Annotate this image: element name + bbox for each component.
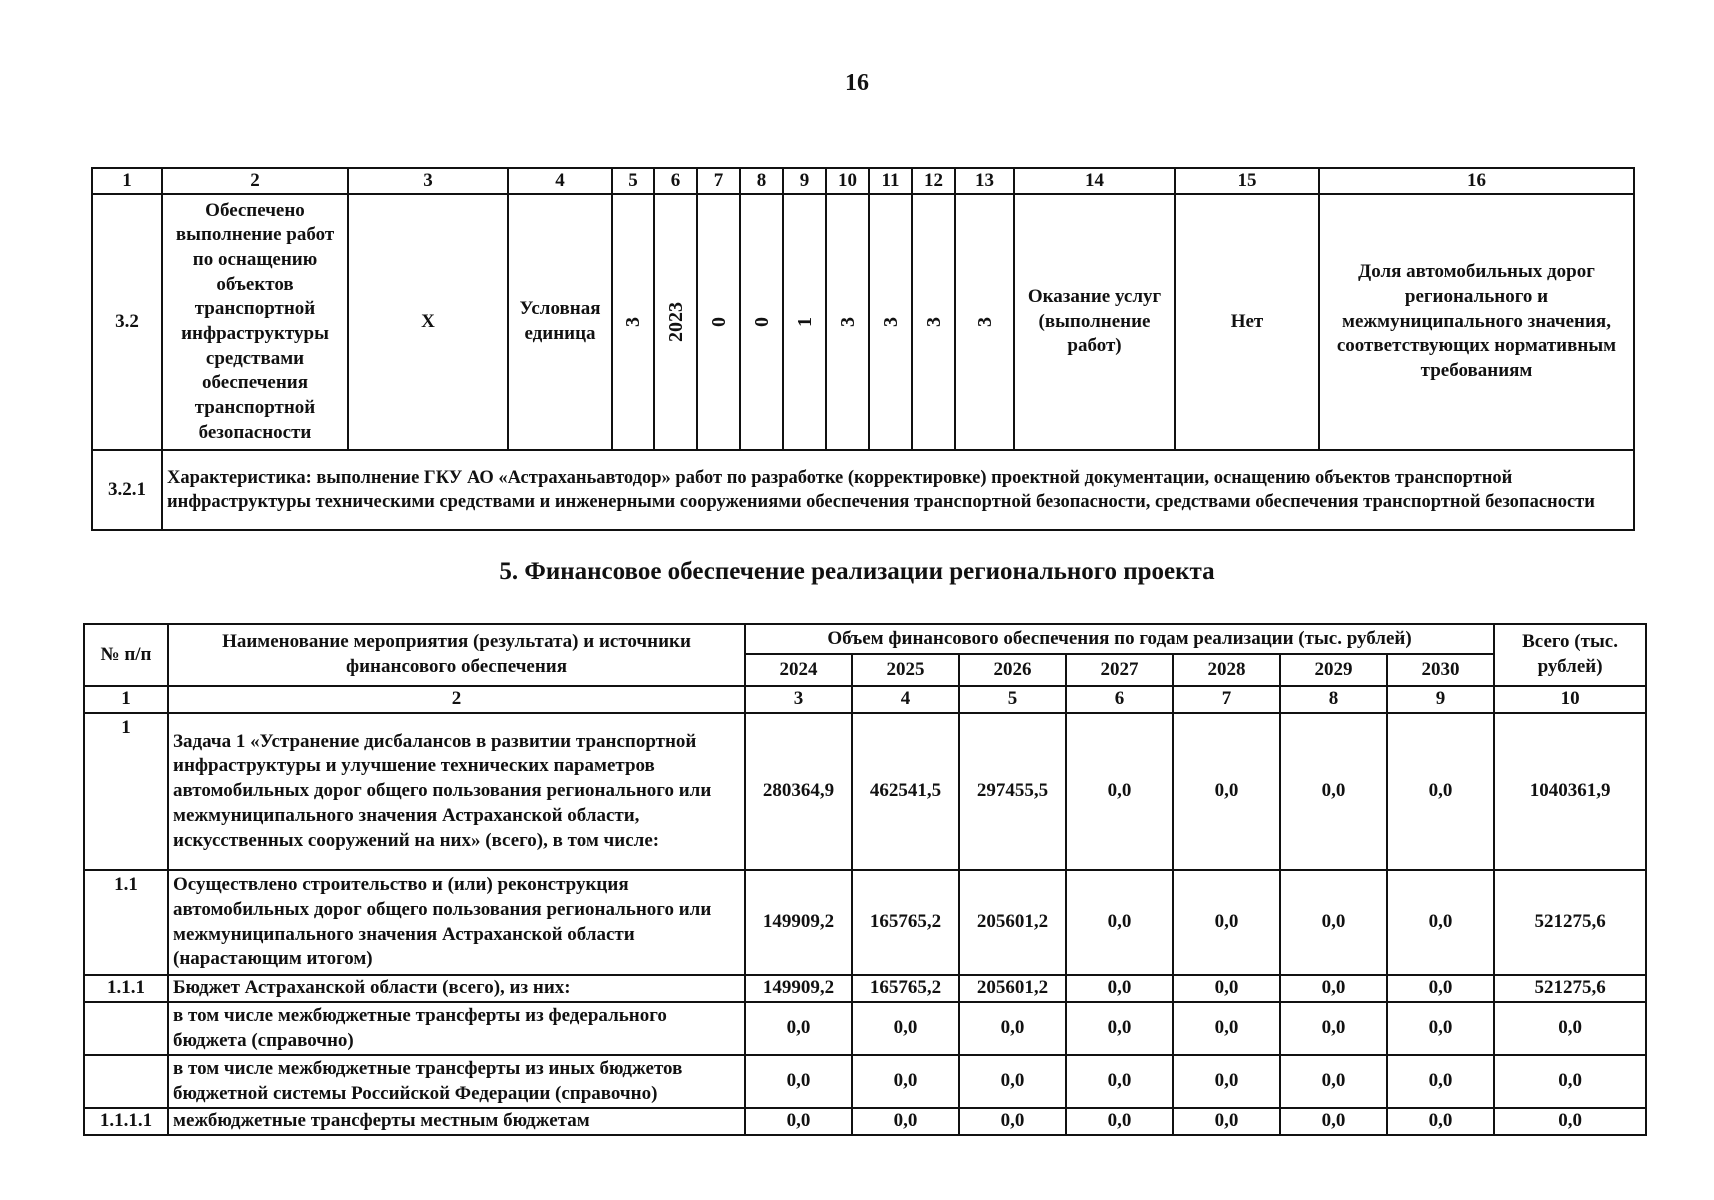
col-number: 7 [1173, 686, 1280, 713]
header-row [84, 624, 1646, 654]
row-name: Осуществлено строительство и (или) реконструкция автомобильных дорог общего пользования регионального или межмуниципального значения Астраханской области (нарастающим итогом) [168, 870, 745, 975]
col-number: 4 [508, 168, 612, 194]
row-number [84, 1055, 168, 1108]
row-number: 1.1 [84, 870, 168, 975]
value-cell: 205601,2 [959, 975, 1066, 1002]
value-cell: 0,0 [1066, 713, 1173, 870]
financing-table [83, 623, 1647, 1136]
row-name: Бюджет Астраханской области (всего), из них: [168, 975, 745, 1002]
table-cell: Оказание услуг (выполнение работ) [1014, 194, 1175, 450]
total-cell: 521275,6 [1494, 870, 1646, 975]
col-number: 5 [959, 686, 1066, 713]
col-number: 3 [348, 168, 508, 194]
col-number: 7 [697, 168, 740, 194]
value-cell: 0,0 [1280, 870, 1387, 975]
row-number [84, 1002, 168, 1055]
value-cell: 149909,2 [745, 975, 852, 1002]
table-cell: Доля автомобильных дорог регионального и межмуниципального значения, соответствующих нормативным требованиям [1319, 194, 1634, 450]
unit-cell: Условная единица [508, 194, 612, 450]
table-cell [955, 194, 1014, 450]
value-cell: 0,0 [1280, 1055, 1387, 1108]
col-number: 11 [869, 168, 912, 194]
value-cell: 462541,5 [852, 713, 959, 870]
col-number: 16 [1319, 168, 1634, 194]
value-cell: 165765,2 [852, 975, 959, 1002]
year-header: 2030 [1387, 654, 1494, 686]
row-number: 1.1.1.1 [84, 1108, 168, 1135]
value-cell: 149909,2 [745, 870, 852, 975]
value-cell: 0,0 [1387, 1055, 1494, 1108]
row-name: в том числе межбюджетные трансферты из федерального бюджета (справочно) [168, 1002, 745, 1055]
row-number: 3.2.1 [92, 450, 162, 530]
value-cell: 0,0 [1066, 1055, 1173, 1108]
vertical-value: 0 [750, 316, 773, 327]
value-cell: 0,0 [1280, 1002, 1387, 1055]
column-number-row [84, 686, 1646, 713]
value-cell: 0,0 [1280, 975, 1387, 1002]
col-number: 2 [168, 686, 745, 713]
value-cell: 0,0 [1066, 975, 1173, 1002]
year-header: 2027 [1066, 654, 1173, 686]
value-cell: 0,0 [852, 1055, 959, 1108]
value-cell: 0,0 [959, 1055, 1066, 1108]
table-cell [697, 194, 740, 450]
table-row [84, 713, 1646, 870]
year-header: 2029 [1280, 654, 1387, 686]
total-cell: 0,0 [1494, 1055, 1646, 1108]
table-cell [826, 194, 869, 450]
row-name: межбюджетные трансферты местным бюджетам [168, 1108, 745, 1135]
value-cell: 165765,2 [852, 870, 959, 975]
table-cell [740, 194, 783, 450]
value-cell: 0,0 [1173, 1002, 1280, 1055]
vertical-value: 3 [922, 316, 945, 327]
row-name: в том числе межбюджетные трансферты из иных бюджетов бюджетной системы Российской Федерации (справочно) [168, 1055, 745, 1108]
value-cell: 0,0 [745, 1055, 852, 1108]
row-name: Задача 1 «Устранение дисбалансов в развитии транспортной инфраструктуры и улучшение технических параметров автомобильных дорог общего пользования регионального или межмуниципального значения Астраханской области, искусственных сооружений на них» (всего), в том числе: [168, 713, 745, 870]
table-row [84, 1055, 1646, 1108]
col-number: 10 [1494, 686, 1646, 713]
table-cell [912, 194, 955, 450]
value-cell: 0,0 [745, 1002, 852, 1055]
value-cell: 297455,5 [959, 713, 1066, 870]
value-cell: 0,0 [1280, 1108, 1387, 1135]
col-number: 1 [84, 686, 168, 713]
table-cell: X [348, 194, 508, 450]
vertical-value: 0 [707, 316, 730, 327]
year-header: 2025 [852, 654, 959, 686]
value-cell: 0,0 [959, 1108, 1066, 1135]
year-header: 2024 [745, 654, 852, 686]
result-name: Обеспечено выполнение работ по оснащению объектов транспортной инфраструктуры средствами обеспечения транспортной безопасности [162, 194, 348, 450]
vertical-value: 2023 [664, 301, 687, 342]
col-number: 1 [92, 168, 162, 194]
table-row [84, 1002, 1646, 1055]
value-cell: 205601,2 [959, 870, 1066, 975]
value-cell: 0,0 [1387, 713, 1494, 870]
vertical-value: 1 [793, 316, 816, 327]
value-cell: 0,0 [852, 1002, 959, 1055]
col-number: 4 [852, 686, 959, 713]
table-cell: Нет [1175, 194, 1319, 450]
total-cell: 1040361,9 [1494, 713, 1646, 870]
col-number: 12 [912, 168, 955, 194]
value-cell: 0,0 [1173, 1108, 1280, 1135]
col-number: 6 [1066, 686, 1173, 713]
vertical-value: 3 [879, 316, 902, 327]
section-title: 5. Финансовое обеспечение реализации регионального проекта [499, 558, 1215, 585]
col-number: 3 [745, 686, 852, 713]
year-header: 2026 [959, 654, 1066, 686]
value-cell: 0,0 [745, 1108, 852, 1135]
header-total: Всего (тыс. рублей) [1494, 624, 1646, 686]
col-number: 8 [1280, 686, 1387, 713]
value-cell: 0,0 [1387, 1108, 1494, 1135]
value-cell: 0,0 [1280, 713, 1387, 870]
table-row [84, 1108, 1646, 1135]
total-cell: 0,0 [1494, 1108, 1646, 1135]
year-header: 2028 [1173, 654, 1280, 686]
indicators-table [91, 167, 1635, 531]
vertical-value: 3 [836, 316, 859, 327]
col-number: 13 [955, 168, 1014, 194]
value-cell: 0,0 [1387, 870, 1494, 975]
col-number: 10 [826, 168, 869, 194]
column-number-row [92, 168, 1634, 194]
value-cell: 0,0 [1387, 975, 1494, 1002]
characteristic-text: Характеристика: выполнение ГКУ АО «Астраханьавтодор» работ по разработке (корректировке) проектной документации, оснащению объектов транспортной инфраструктуры техническими средствами и инженерными сооружениями обеспечения транспортной безопасности, средствами обеспечения транспортной безопасности [162, 450, 1634, 530]
col-number: 9 [1387, 686, 1494, 713]
value-cell: 0,0 [852, 1108, 959, 1135]
value-cell: 0,0 [1066, 1002, 1173, 1055]
header-num: № п/п [84, 624, 168, 686]
table-cell [612, 194, 654, 450]
col-number: 8 [740, 168, 783, 194]
vertical-value: 3 [622, 316, 644, 327]
value-cell: 0,0 [1173, 1055, 1280, 1108]
header-name: Наименование мероприятия (результата) и источники финансового обеспечения [168, 624, 745, 686]
table-row [84, 975, 1646, 1002]
value-cell: 0,0 [1387, 1002, 1494, 1055]
table-row [92, 194, 1634, 450]
table-cell [869, 194, 912, 450]
value-cell: 0,0 [1066, 1108, 1173, 1135]
value-cell: 0,0 [1173, 870, 1280, 975]
table-row [84, 870, 1646, 975]
page-number: 16 [845, 70, 869, 96]
table-row [92, 450, 1634, 530]
header-volume: Объем финансового обеспечения по годам реализации (тыс. рублей) [745, 624, 1494, 654]
table-cell [783, 194, 826, 450]
value-cell: 0,0 [1173, 713, 1280, 870]
total-cell: 0,0 [1494, 1002, 1646, 1055]
row-number: 3.2 [92, 194, 162, 450]
col-number: 2 [162, 168, 348, 194]
value-cell: 0,0 [1173, 975, 1280, 1002]
col-number: 15 [1175, 168, 1319, 194]
value-cell: 280364,9 [745, 713, 852, 870]
col-number: 5 [612, 168, 654, 194]
row-number: 1.1.1 [84, 975, 168, 1002]
row-number: 1 [84, 713, 168, 870]
value-cell: 0,0 [959, 1002, 1066, 1055]
total-cell: 521275,6 [1494, 975, 1646, 1002]
col-number: 6 [654, 168, 697, 194]
table-cell [654, 194, 697, 450]
col-number: 9 [783, 168, 826, 194]
col-number: 14 [1014, 168, 1175, 194]
vertical-value: 3 [973, 316, 996, 327]
value-cell: 0,0 [1066, 870, 1173, 975]
